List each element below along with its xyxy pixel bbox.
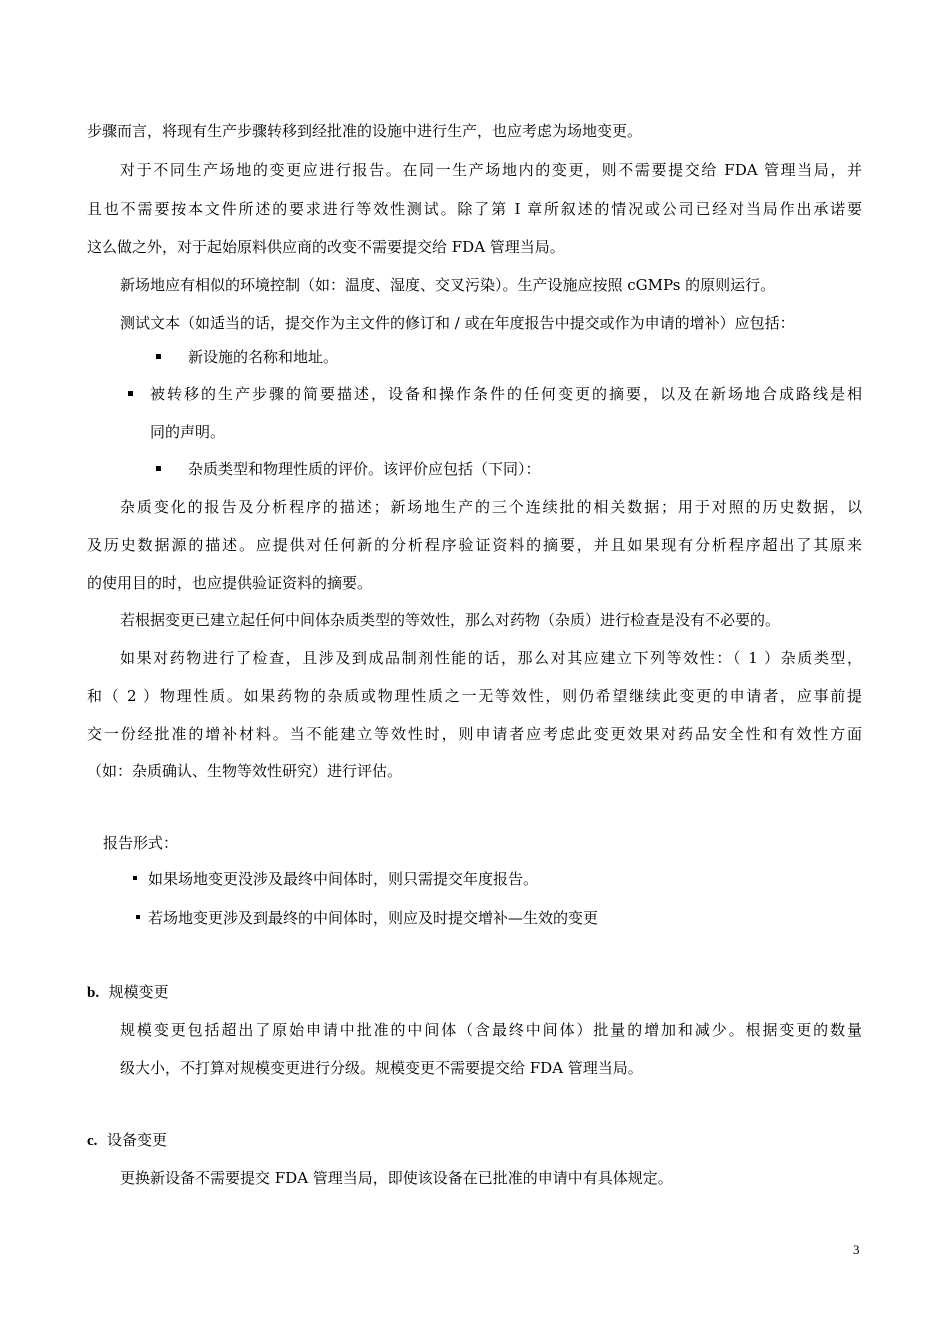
bullet-marker [133, 876, 137, 880]
text-line: 这么做之外，对于起始原料供应商的改变不需要提交给 FDA 管理当局。 [87, 238, 565, 256]
text-line: 的使用目的时，也应提供验证资料的摘要。 [87, 574, 373, 592]
text-line: 若根据变更已建立起任何中间体杂质类型的等效性，那么对药物（杂质）进行检查是没有不必要的。 [120, 611, 781, 629]
text-line: 且也不需要按本文件所述的要求进行等效性测试。除了第 I 章所叙述的情况或公司已经对当局作出承诺要 [87, 200, 862, 218]
section-label: c. [87, 1133, 98, 1149]
text-line: （如：杂质确认、生物等效性研究）进行评估。 [87, 762, 403, 780]
text-line: 级大小，不打算对规模变更进行分级。规模变更不需要提交给 FDA 管理当局。 [120, 1059, 643, 1077]
text-line: 如果对药物进行了检查，且涉及到成品制剂性能的话，那么对其应建立下列等效性：（ 1 ）杂质类型， [120, 649, 862, 667]
list-item-continuation: 同的声明。 [150, 423, 226, 441]
text-line: 步骤而言，将现有生产步骤转移到经批准的设施中进行生产，也应考虑为场地变更。 [87, 122, 643, 140]
text-line: 及历史数据源的描述。应提供对任何新的分析程序验证资料的摘要，并且如果现有分析程序超出了其原来 [87, 536, 862, 554]
bullet-marker [136, 915, 140, 919]
list-item: 新设施的名称和地址。 [188, 348, 339, 366]
text-line: 更换新设备不需要提交 FDA 管理当局，即使该设备在已批准的申请中有具体规定。 [120, 1169, 673, 1187]
text-line: 杂质变化的报告及分析程序的描述；新场地生产的三个连续批的相关数据；用于对照的历史数据，以 [120, 498, 862, 516]
text-line: 和（ 2 ）物理性质。如果药物的杂质或物理性质之一无等效性，则仍希望继续此变更的申请者，应事前提 [87, 687, 862, 705]
bullet-marker [156, 466, 161, 471]
page-number: 3 [853, 1242, 860, 1257]
report-format-title: 报告形式： [103, 834, 179, 852]
list-item: 杂质类型和物理性质的评价。该评价应包括（下同）： [188, 460, 541, 478]
bullet-marker [156, 354, 161, 359]
text-line: 新场地应有相似的环境控制（如：温度、湿度、交叉污染）。生产设施应按照 cGMPs 的原则运行。 [120, 276, 776, 294]
section-title: 规模变更 [108, 983, 169, 1001]
section-label: b. [87, 985, 100, 1001]
text-line: 对于不同生产场地的变更应进行报告。在同一生产场地内的变更，则不需要提交给 FDA 管理当局，并 [120, 161, 862, 179]
text-line: 测试文本（如适当的话，提交作为主文件的修订和 / 或在年度报告中提交或作为申请的增补）应包括： [120, 314, 795, 332]
text-line: 交一份经批准的增补材料。当不能建立等效性时，则申请者应考虑此变更效果对药品安全性和有效性方面 [87, 725, 862, 743]
list-item: 若场地变更涉及到最终的中间体时，则应及时提交增补—生效的变更 [148, 909, 599, 927]
list-item: 如果场地变更没涉及最终中间体时，则只需提交年度报告。 [148, 870, 539, 888]
bullet-marker [128, 391, 133, 396]
text-line: 规模变更包括超出了原始申请中批准的中间体（含最终中间体）批量的增加和减少。根据变更的数量 [120, 1021, 862, 1039]
section-heading-b [87, 982, 169, 1003]
section-title: 设备变更 [106, 1131, 167, 1149]
section-heading-c [87, 1130, 167, 1151]
list-item: 被转移的生产步骤的简要描述，设备和操作条件的任何变更的摘要，以及在新场地合成路线是相 [150, 385, 862, 403]
